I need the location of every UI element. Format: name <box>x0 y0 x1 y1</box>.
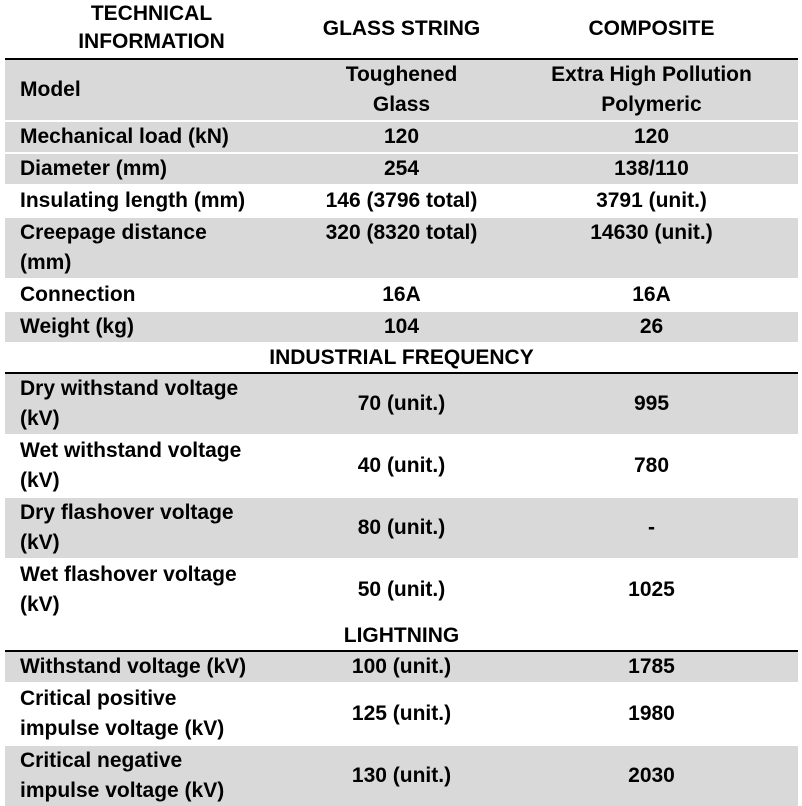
glass-string-value: 146 (3796 total) <box>298 185 505 217</box>
composite-value: 1980 <box>505 683 798 745</box>
table-row <box>5 121 798 153</box>
table-row <box>5 373 798 435</box>
table-row <box>5 217 798 279</box>
technical-information-table <box>5 0 798 806</box>
table-row <box>5 59 798 121</box>
glass-string-value: 40 (unit.) <box>298 435 505 497</box>
row-label: Wet withstand voltage (kV) <box>5 435 298 497</box>
composite-value: 2030 <box>505 745 798 806</box>
row-label: Dry flashover voltage (kV) <box>5 497 298 559</box>
table-row <box>5 153 798 185</box>
composite-value: 995 <box>505 373 798 435</box>
composite-value: 16A <box>505 279 798 311</box>
row-label: Critical positive impulse voltage (kV) <box>5 683 298 745</box>
table-row <box>5 559 798 621</box>
glass-string-value: 16A <box>298 279 505 311</box>
header-technical-information: TECHNICAL INFORMATION <box>5 0 298 59</box>
composite-value: 3791 (unit.) <box>505 185 798 217</box>
table-row <box>5 745 798 806</box>
composite-value: 26 <box>505 311 798 343</box>
table-row <box>5 683 798 745</box>
glass-string-value: 120 <box>298 121 505 153</box>
glass-string-value: Toughened Glass <box>298 59 505 121</box>
glass-string-value: 320 (8320 total) <box>298 217 505 279</box>
table-row <box>5 435 798 497</box>
table-row <box>5 311 798 343</box>
glass-string-value: 104 <box>298 311 505 343</box>
row-label: Model <box>5 59 298 121</box>
row-label: Dry withstand voltage (kV) <box>5 373 298 435</box>
table-row <box>5 279 798 311</box>
composite-value: 120 <box>505 121 798 153</box>
row-label: Weight (kg) <box>5 311 298 343</box>
glass-string-value: 80 (unit.) <box>298 497 505 559</box>
row-label: Withstand voltage (kV) <box>5 651 298 683</box>
glass-string-value: 50 (unit.) <box>298 559 505 621</box>
table-row <box>5 651 798 683</box>
glass-string-value: 130 (unit.) <box>298 745 505 806</box>
table-row <box>5 497 798 559</box>
row-label: Critical negative impulse voltage (kV) <box>5 745 298 806</box>
composite-value: 1025 <box>505 559 798 621</box>
table-body <box>5 0 798 806</box>
header-composite: COMPOSITE <box>505 0 798 59</box>
header-row <box>5 0 798 59</box>
composite-value: 14630 (unit.) <box>505 217 798 279</box>
composite-value: 138/110 <box>505 153 798 185</box>
glass-string-value: 254 <box>298 153 505 185</box>
row-label: Creepage distance (mm) <box>5 217 298 279</box>
lightning-section-row <box>5 621 798 651</box>
composite-value: Extra High Pollution Polymeric <box>505 59 798 121</box>
industrial-frequency-section-row <box>5 343 798 373</box>
composite-value: 780 <box>505 435 798 497</box>
composite-value: - <box>505 497 798 559</box>
header-glass-string: GLASS STRING <box>298 0 505 59</box>
row-label: Wet flashover voltage (kV) <box>5 559 298 621</box>
row-label: Connection <box>5 279 298 311</box>
table-row <box>5 185 798 217</box>
row-label: Insulating length (mm) <box>5 185 298 217</box>
lightning-section-heading: LIGHTNING <box>5 621 798 651</box>
industrial-frequency-section-heading: INDUSTRIAL FREQUENCY <box>5 343 798 373</box>
row-label: Diameter (mm) <box>5 153 298 185</box>
composite-value: 1785 <box>505 651 798 683</box>
glass-string-value: 70 (unit.) <box>298 373 505 435</box>
glass-string-value: 125 (unit.) <box>298 683 505 745</box>
technical-table-wrapper <box>5 0 798 806</box>
glass-string-value: 100 (unit.) <box>298 651 505 683</box>
row-label: Mechanical load (kN) <box>5 121 298 153</box>
